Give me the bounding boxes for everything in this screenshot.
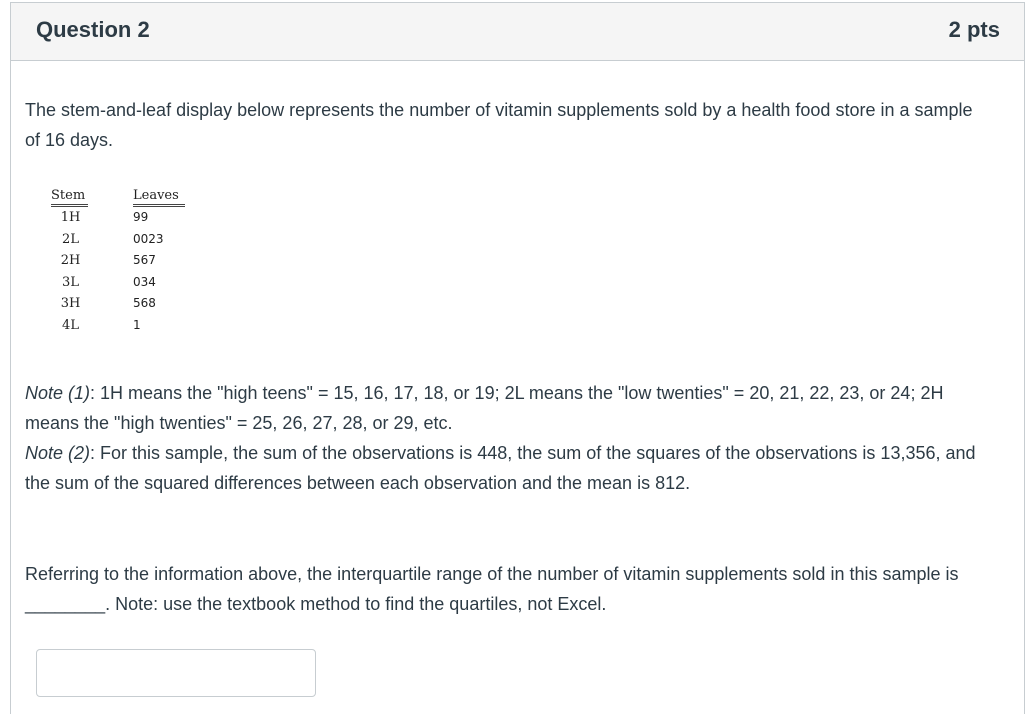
stem-leaf-row bbox=[51, 250, 213, 272]
stem-value: 3L bbox=[62, 274, 79, 290]
stem-value: 4L bbox=[62, 317, 79, 333]
leaves-header: Leaves bbox=[133, 187, 185, 207]
note-2 bbox=[25, 438, 990, 498]
question-prompt: Referring to the information above, the interquartile range of the number of vitamin supplements sold in this sample is ________. Note: use the textbook method to find the quartiles, not Excel. bbox=[25, 564, 959, 614]
stem-value: 1H bbox=[60, 210, 81, 225]
stem-leaf-display bbox=[51, 187, 213, 336]
stem-leaf-row bbox=[51, 272, 213, 294]
stem-value: 2H bbox=[60, 253, 81, 268]
question-title: Question 2 bbox=[36, 17, 150, 42]
stem-leaf-rows bbox=[51, 207, 213, 336]
leaves-value: 1 bbox=[133, 317, 141, 332]
stem-value: 3H bbox=[60, 296, 81, 311]
intro-text: The stem-and-leaf display below represents the number of vitamin supplements sold by a health food store in a sample of 16 days. bbox=[25, 100, 973, 150]
leaves-value: 99 bbox=[133, 210, 149, 224]
leaves-value: 034 bbox=[133, 274, 156, 289]
note-1-text: : 1H means the "high teens" = 15, 16, 17, 18, or 19; 2L means the "low twenties" = 20, 21, 22, 23, or 24; 2H means the "high twenties" = 25, 26, 27, 28, or 29, etc. bbox=[25, 383, 944, 433]
stem-leaf-row bbox=[51, 315, 213, 337]
question-points: 2 pts bbox=[948, 17, 1000, 42]
answer-input[interactable] bbox=[36, 649, 316, 697]
stem-leaf-row bbox=[51, 207, 213, 229]
leaves-value: 0023 bbox=[133, 231, 164, 246]
note-2-text: : For this sample, the sum of the observations is 448, the sum of the squares of the observations is 13,356, and the sum of the squared differences between each observation and the mean is 812. bbox=[25, 443, 976, 493]
stem-header: Stem bbox=[51, 187, 88, 207]
note-2-label: Note (2) bbox=[25, 443, 91, 463]
stem-leaf-row bbox=[51, 293, 213, 315]
note-1 bbox=[25, 378, 990, 438]
notes bbox=[25, 378, 990, 498]
stem-leaf-row bbox=[51, 229, 213, 251]
question-header bbox=[11, 3, 1024, 61]
leaves-value: 568 bbox=[133, 296, 156, 310]
note-1-label: Note (1) bbox=[25, 383, 91, 403]
stem-leaf-header bbox=[51, 187, 213, 207]
stem-value: 2L bbox=[62, 231, 79, 247]
leaves-value: 567 bbox=[133, 253, 156, 267]
